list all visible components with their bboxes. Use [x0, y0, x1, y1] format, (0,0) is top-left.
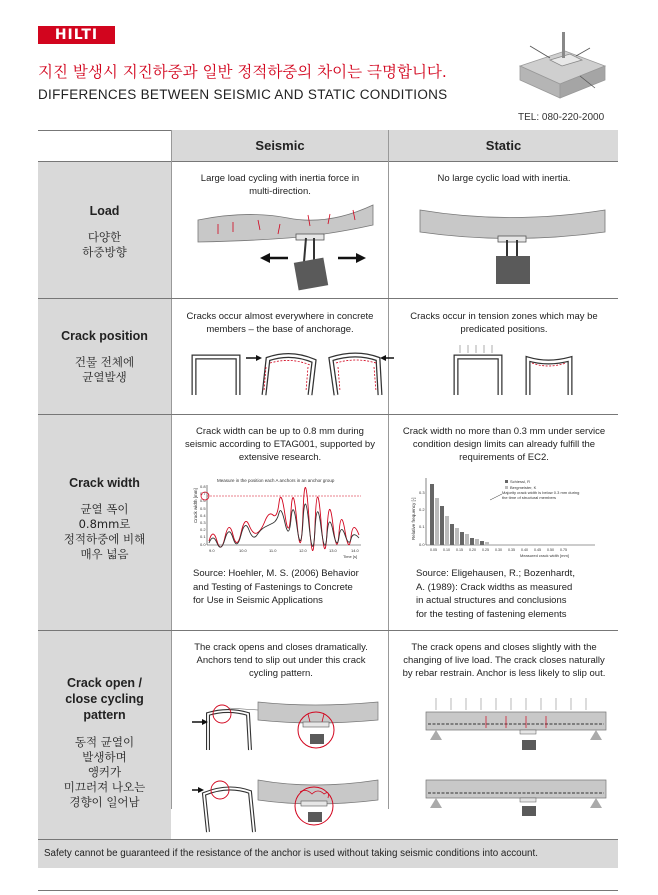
- page-title-english: DIFFERENCES BETWEEN SEISMIC AND STATIC CONDITIONS: [38, 87, 448, 102]
- load-static-text: No large cyclic load with inertia.: [437, 173, 571, 184]
- seismic-chart-xtick: 14.0: [351, 548, 359, 553]
- page-title-korean: 지진 발생시 지진하중과 일반 정적하중의 차이는 극명합니다.: [38, 63, 447, 81]
- row-title-crack-cycling: Crack open / close cycling pattern: [65, 676, 144, 722]
- seismic-source-citation: Source: Hoehler, M. S. (2006) Behavior and Testing of Fastenings to Concrete for Use in Seismic Applications: [193, 568, 359, 606]
- static-chart-xtick: 0.25: [482, 548, 489, 552]
- seismic-chart-ytick: 0.1: [200, 534, 206, 539]
- seismic-chart-ytick: 0.2: [200, 527, 206, 532]
- static-chart-note: Majority crack width is below 0.3 mm during the time of structural members: [502, 490, 580, 500]
- static-chart-legend-1: Schiessl, R: [510, 479, 531, 484]
- row-header-load: [38, 162, 171, 298]
- seismic-crack-position-frames: [186, 345, 386, 405]
- seismic-crack-width-chart: [191, 475, 371, 560]
- seismic-chart-xlabel: Time [s]: [343, 554, 358, 559]
- seismic-crack-cycling-diagram: [188, 700, 383, 835]
- crack-cycling-seismic-text: The crack opens and closes dramatically. Anchors tend to slip out under this crack cycling pattern.: [194, 642, 368, 679]
- row-header-crack-position: [38, 299, 171, 414]
- static-load-diagram: [410, 200, 610, 295]
- bottom-divider: [38, 890, 618, 891]
- hilti-logo: HILTI: [38, 26, 115, 44]
- anchor-plate-illustration: [510, 26, 610, 108]
- row-title-crack-width: Crack width: [69, 476, 140, 490]
- static-source-citation: Source: Eligehausen, R.; Bozenhardt, A. (1989): Crack widths as measured in actual structures and conclusions for the testing of fastening elements: [416, 568, 575, 620]
- row-subtitle-crack-position: 건물 전체에 균열발생: [74, 355, 135, 384]
- seismic-chart-xtick: 13.0: [329, 548, 337, 553]
- crack-width-seismic-text: Crack width can be up to 0.8 mm during seismic according to ETAG001, supported by extensive research.: [185, 426, 375, 463]
- static-chart-ytick: 0.0: [419, 542, 425, 547]
- static-chart-xtick: 0.35: [508, 548, 515, 552]
- static-chart-xtick: 0.10: [443, 548, 450, 552]
- crack-width-static-text: Crack width no more than 0.3 mm under service condition design limits can already fulfill the requirements of EC2.: [402, 426, 606, 463]
- load-seismic-text: Large load cycling with inertia force in multi-direction.: [200, 173, 360, 197]
- seismic-chart-xtick: 10.0: [239, 548, 247, 553]
- static-chart-xtick: 0.20: [469, 548, 476, 552]
- seismic-chart-xtick: 11.0: [269, 548, 277, 553]
- static-chart-ylabel: Relative frequency [-]: [411, 497, 416, 540]
- seismic-chart-ytick: 0.8: [200, 484, 206, 489]
- static-chart-xtick: 0.40: [521, 548, 528, 552]
- static-chart-xtick: 0.45: [534, 548, 541, 552]
- seismic-chart-xtick: 12.0: [299, 548, 307, 553]
- static-chart-xtick: 0.30: [495, 548, 502, 552]
- static-chart-legend-2: Bergmeister, K: [510, 485, 537, 490]
- static-chart-xtick: 0.50: [547, 548, 554, 552]
- static-crack-position-frames: [448, 345, 578, 405]
- row-header-crack-width: [38, 415, 171, 630]
- row-subtitle-load: 다양한 하중방향: [82, 230, 127, 259]
- seismic-chart-ytick: 0.3: [200, 520, 206, 525]
- static-crack-cycling-diagram: [426, 698, 611, 823]
- static-crack-width-histogram: [410, 470, 610, 565]
- static-chart-ytick: 0.1: [419, 524, 425, 529]
- seismic-chart-ylabel: Crack width [mm]: [193, 488, 198, 523]
- row-title-load: Load: [89, 204, 120, 218]
- static-chart-xtick: 0.15: [456, 548, 463, 552]
- static-chart-ytick: 0.2: [419, 507, 425, 512]
- crack-position-static-text: Cracks occur in tension zones which may be predicated positions.: [410, 311, 598, 335]
- row-subtitle-crack-cycling: 동적 균열이 발생하며 앵커가 미끄러져 나오는 경향이 일어남: [63, 735, 146, 809]
- seismic-load-diagram: [188, 200, 378, 295]
- seismic-chart-ytick: 0.5: [200, 506, 206, 511]
- seismic-chart-ytick: 0.0: [200, 542, 206, 547]
- telephone-number: TEL: 080-220-2000: [518, 112, 605, 123]
- static-chart-xlabel: Measured crack width [mm]: [520, 553, 569, 558]
- crack-position-seismic-text: Cracks occur almost everywhere in concrete members – the base of anchorage.: [186, 311, 374, 335]
- seismic-chart-caption: Measure in the position each A anchors in an anchor group: [217, 478, 335, 483]
- static-chart-xtick: 0.05: [430, 548, 437, 552]
- static-chart-xtick: 0.75: [560, 548, 567, 552]
- static-chart-ytick: 0.3: [419, 490, 425, 495]
- column-header-static: Static: [389, 130, 618, 161]
- crack-cycling-static-text: The crack opens and closes slightly with the changing of live load. The crack closes naturally by rebar restrain. Anchor is less likely to slip out.: [402, 642, 606, 679]
- seismic-chart-ytick: 0.7: [200, 491, 206, 496]
- column-header-seismic: Seismic: [172, 130, 388, 161]
- seismic-chart-xtick: 9.0: [209, 548, 215, 553]
- row-title-crack-position: Crack position: [61, 329, 148, 343]
- row-header-crack-cycling: [38, 631, 171, 839]
- seismic-chart-ytick: 0.4: [200, 513, 206, 518]
- footer-disclaimer: Safety cannot be guaranteed if the resistance of the anchor is used without taking seismic conditions into account.: [38, 840, 618, 868]
- row-subtitle-crack-width: 균열 폭이 0.8mm로 정적하중에 비해 매우 넓음: [63, 502, 146, 561]
- seismic-chart-ytick: 0.6: [200, 498, 206, 503]
